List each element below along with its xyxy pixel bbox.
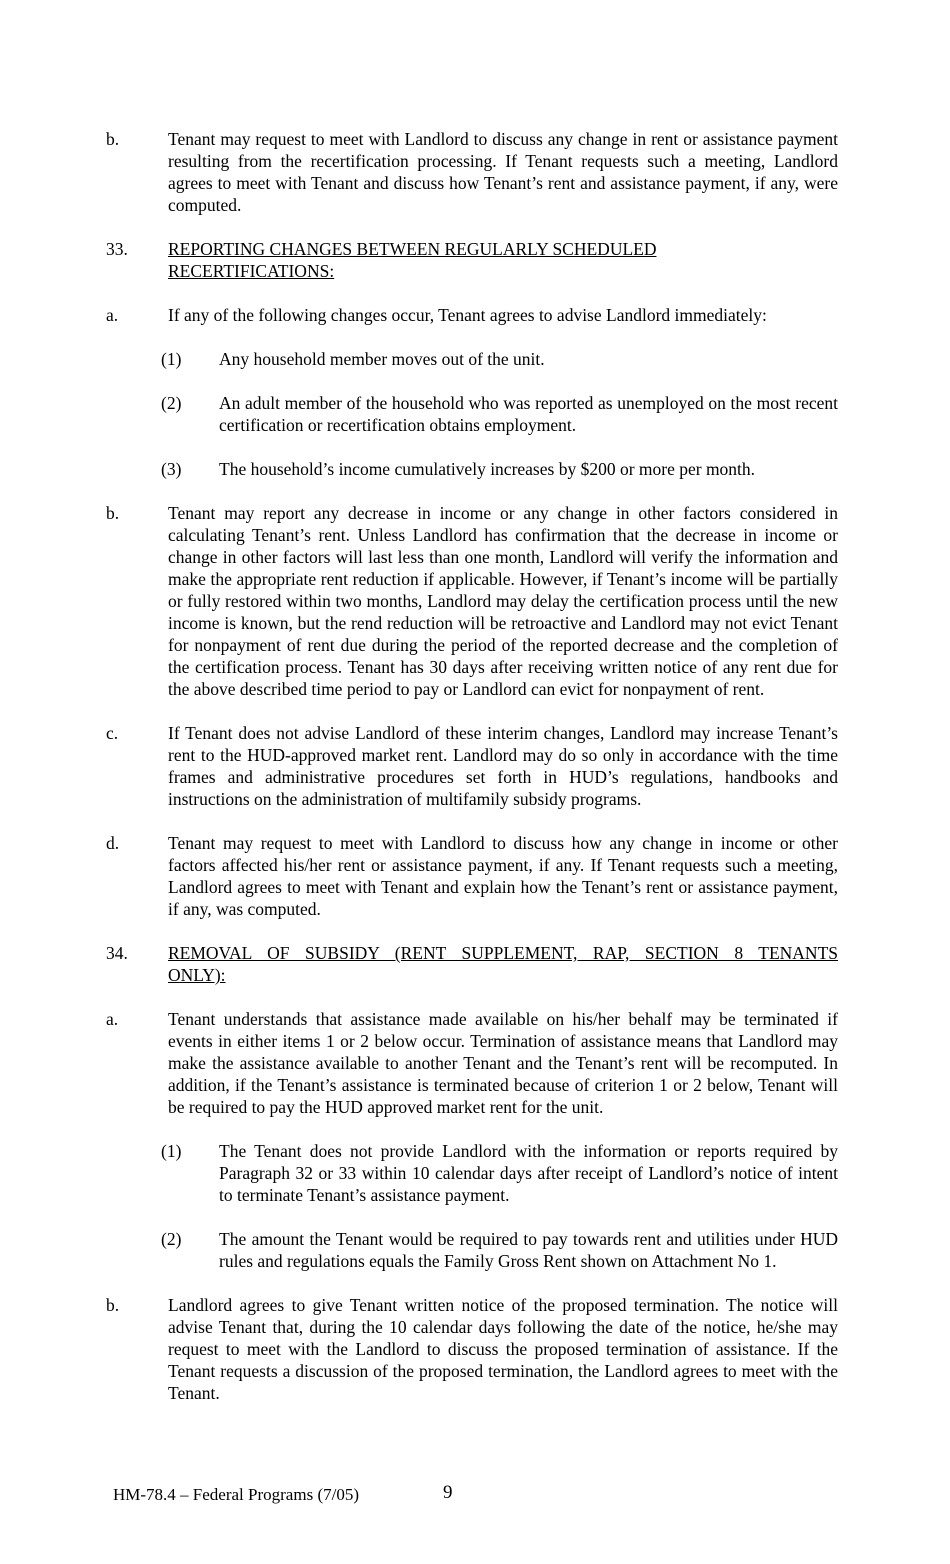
- subitem-text: The Tenant does not provide Landlord with the information or reports required by Paragraph 32 or 33 within 10 calendar days after receipt of Landlord’s notice of intent to terminate Tenant’s assistance payment.: [219, 1141, 838, 1205]
- page-footer: [113, 1484, 838, 1506]
- paragraph-33a: [106, 304, 838, 326]
- subitem-number: (1): [161, 1141, 182, 1161]
- subitem-34a-2: [161, 1228, 838, 1272]
- heading-line-2: ONLY):: [168, 965, 226, 985]
- paragraph-text: Tenant may request to meet with Landlord to discuss how any change in income or other factors affected his/her rent or assistance payment, if any. If Tenant requests such a meeting, Landlord agrees to meet with Tenant and explain how the Tenant’s rent or assistance payment, if any, was computed.: [168, 833, 838, 919]
- subitem-33a-1: [161, 348, 838, 370]
- heading-line-1: REPORTING CHANGES BETWEEN REGULARLY SCHEDULED: [168, 239, 657, 259]
- subitem-34a-1: [161, 1140, 838, 1206]
- paragraph-33d: [106, 832, 838, 920]
- subitem-33a-2: [161, 392, 838, 436]
- subitem-number: (3): [161, 459, 182, 479]
- paragraph-text: Landlord agrees to give Tenant written notice of the proposed termination. The notice will advise Tenant that, during the 10 calendar days following the date of the notice, he/she may request to meet with the Landlord to discuss the proposed termination of assistance. If the Tenant requests a discussion of the proposed termination, the Landlord agrees to meet with the Tenant.: [168, 1295, 838, 1403]
- paragraph-32b: [106, 128, 838, 216]
- form-number: HM-78.4 – Federal Programs (7/05): [113, 1485, 359, 1504]
- paragraph-33c: [106, 722, 838, 810]
- page-number: 9: [443, 1482, 453, 1503]
- subitem-number: (1): [161, 349, 182, 369]
- paragraph-text: Tenant understands that assistance made available on his/her behalf may be terminated if events in either items 1 or 2 below occur. Termination of assistance means that Landlord may make the assistance available to another Tenant and the Tenant’s rent will be recomputed. In addition, if the Tenant’s assistance is terminated because of criterion 1 or 2 below, Tenant will be required to pay the HUD approved market rent for the unit.: [168, 1009, 838, 1117]
- section-heading-34: [106, 942, 838, 986]
- subitem-text: The household’s income cumulatively increases by $200 or more per month.: [219, 459, 756, 479]
- item-label: a.: [106, 305, 119, 325]
- subitem-text: Any household member moves out of the unit.: [219, 349, 545, 369]
- subitem-number: (2): [161, 1229, 182, 1249]
- document-body: [106, 128, 838, 1426]
- section-heading-33: [106, 238, 838, 282]
- subitem-33a-3: [161, 458, 838, 480]
- item-label: b.: [106, 129, 120, 149]
- subitem-number: (2): [161, 393, 182, 413]
- paragraph-text: If Tenant does not advise Landlord of these interim changes, Landlord may increase Tenant’s rent to the HUD-approved market rent. Landlord may do so only in accordance with the time frames and administrative procedures set forth in HUD’s regulations, handbooks and instructions on the administration of multifamily subsidy programs.: [168, 723, 838, 809]
- item-label: b.: [106, 503, 120, 523]
- paragraph-text: Tenant may report any decrease in income or any change in other factors considered in calculating Tenant’s rent. Unless Landlord has confirmation that the decrease in income or change in other factors will last less than one month, Landlord will verify the information and make the appropriate rent reduction if applicable. However, if Tenant’s income will be partially or fully restored within two months, Landlord may delay the certification process until the new income is known, but the rend reduction will be retroactive and Landlord may not evict Tenant for nonpayment of rent due during the period of the reported decrease and the completion of the certification process. Tenant has 30 days after receiving written notice of any rent due for the above described time period to pay or Landlord can evict for nonpayment of rent.: [168, 503, 838, 699]
- item-label: a.: [106, 1009, 119, 1029]
- paragraph-text: Tenant may request to meet with Landlord to discuss any change in rent or assistance payment resulting from the recertification processing. If Tenant requests such a meeting, Landlord agrees to meet with Tenant and discuss how Tenant’s rent and assistance payment, if any, were computed.: [168, 129, 838, 215]
- item-label: b.: [106, 1295, 120, 1315]
- subitem-text: An adult member of the household who was reported as unemployed on the most recent certification or recertification obtains employment.: [219, 393, 838, 435]
- paragraph-34a: [106, 1008, 838, 1118]
- section-number: 33.: [106, 239, 128, 259]
- paragraph-text: If any of the following changes occur, Tenant agrees to advise Landlord immediately:: [168, 305, 767, 325]
- section-number: 34.: [106, 943, 128, 963]
- heading-line-1: REMOVAL OF SUBSIDY (RENT SUPPLEMENT, RAP, SECTION 8 TENANTS: [168, 943, 838, 963]
- paragraph-34b: [106, 1294, 838, 1404]
- item-label: c.: [106, 723, 119, 743]
- heading-line-2: RECERTIFICATIONS:: [168, 261, 335, 281]
- subitem-text: The amount the Tenant would be required to pay towards rent and utilities under HUD rules and regulations equals the Family Gross Rent shown on Attachment No 1.: [219, 1229, 838, 1271]
- item-label: d.: [106, 833, 120, 853]
- paragraph-33b: [106, 502, 838, 700]
